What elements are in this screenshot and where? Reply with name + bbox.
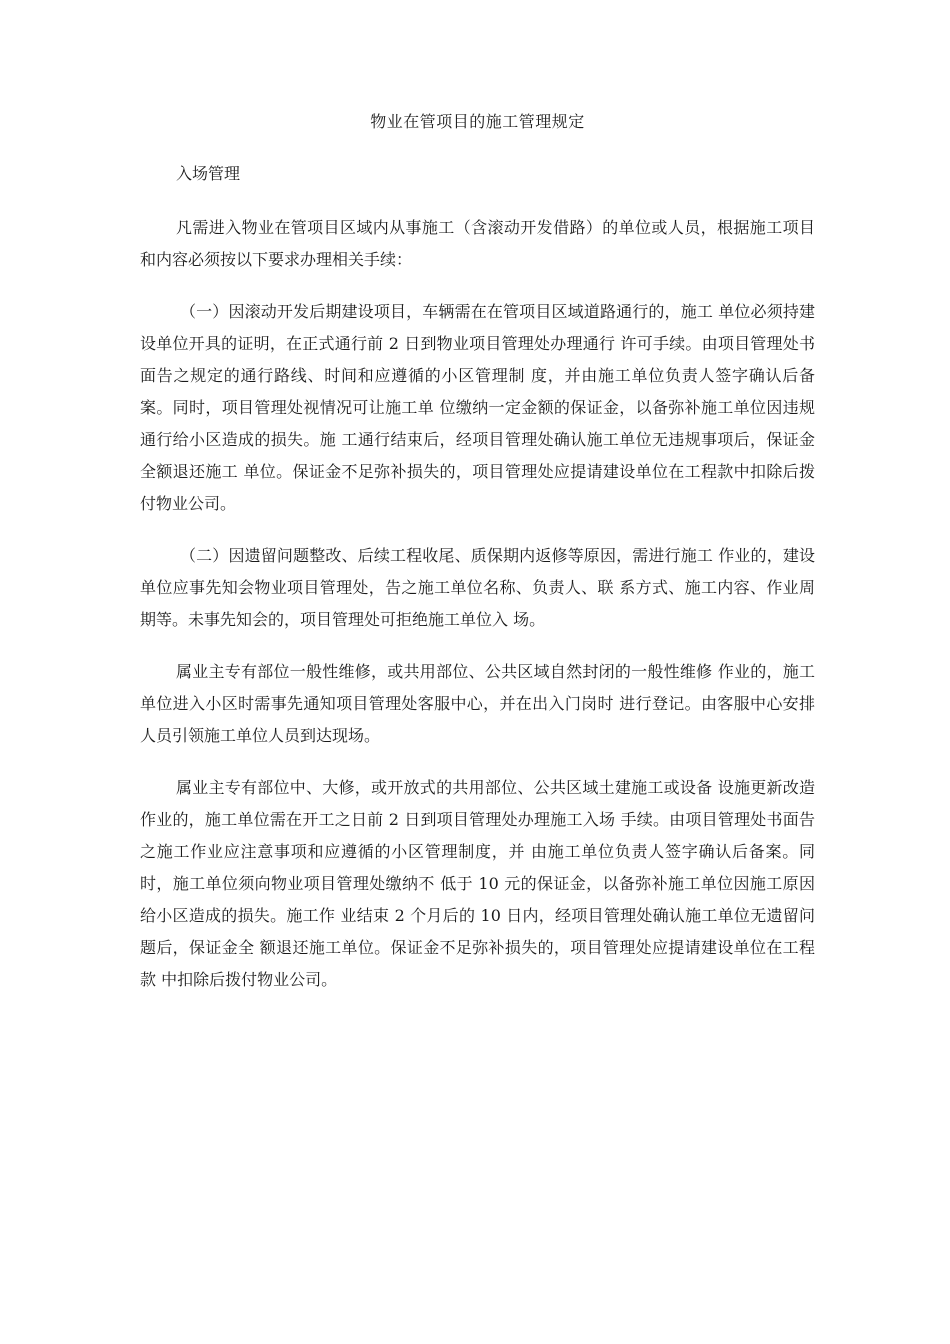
paragraph-item-2: （二）因遗留问题整改、后续工程收尾、质保期内返修等原因，需进行施工 作业的，建设单位应事先知会物业项目管理处，告之施工单位名称、负责人、联 系方式、施工内容、作业周期等。未事先知会的，项目管理处可拒绝施工单位入 场。 — [140, 546, 815, 629]
document-page — [140, 110, 815, 1016]
intro-paragraph: 凡需进入物业在管项目区域内从事施工（含滚动开发借路）的单位或人员，根据施工项目和内容必须按以下要求办理相关手续： — [140, 218, 815, 269]
section-heading: 入场管理 — [176, 164, 241, 183]
document-title: 物业在管项目的施工管理规定 — [370, 112, 585, 131]
paragraph-major-repair: 属业主专有部位中、大修，或开放式的共用部位、公共区域土建施工或设备 设施更新改造作业的，施工单位需在开工之日前 2 日到项目管理处办理施工入场 手续。由项目管理处书面告之施工作业应注意事项和应遵循的小区管理制度，并 由施工单位负责人签字确认后备案。同时，施工单位须向物业项目管理处缴纳不 低于 10 元的保证金，以备弥补施工单位因施工原因给小区造成的损失。施工作 业结束 2 个月后的 10 日内，经项目管理处确认施工单位无遗留问题后，保证金全 额退还施工单位。保证金不足弥补损失的，项目管理处应提请建设单位在工程款 中扣除后拨付物业公司。 — [140, 778, 815, 989]
paragraph-item-1: （一）因滚动开发后期建设项目，车辆需在在管项目区域道路通行的，施工 单位必须持建设单位开具的证明，在正式通行前 2 日到物业项目管理处办理通行 许可手续。由项目管理处书面告之规定的通行路线、时间和应遵循的小区管理制 度，并由施工单位负责人签字确认后备案。同时，项目管理处视情况可让施工单 位缴纳一定金额的保证金，以备弥补施工单位因违规通行给小区造成的损失。施 工通行结束后，经项目管理处确认施工单位无违规事项后，保证金全额退还施工 单位。保证金不足弥补损失的，项目管理处应提请建设单位在工程款中扣除后拨 付物业公司。 — [140, 302, 815, 513]
paragraph-general-maintenance: 属业主专有部位一般性维修，或共用部位、公共区域自然封闭的一般性维修 作业的，施工单位进入小区时需事先通知项目管理处客服中心，并在出入门岗时 进行登记。由客服中心安排人员引领施工单位人员到达现场。 — [140, 662, 815, 745]
